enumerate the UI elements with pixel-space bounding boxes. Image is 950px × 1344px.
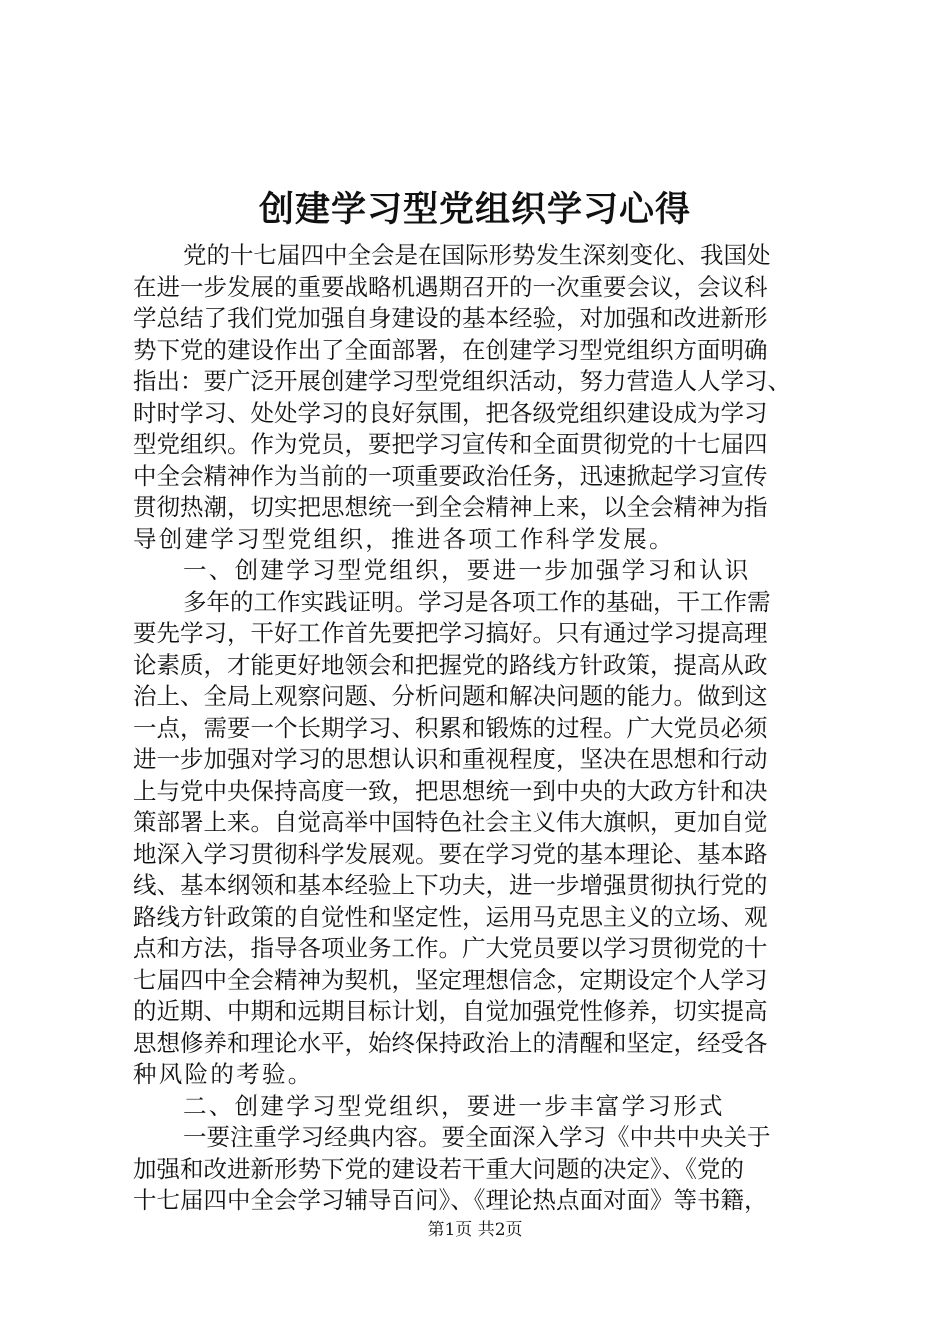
text-line: 一、创建学习型党组织，要进一步加强学习和认识 [183,556,751,584]
text-line: 进一步加强对学习的思想认识和重视程度，坚决在思想和行动 [133,745,768,773]
text-line: 要先学习，干好工作首先要把学习搞好。只有通过学习提高理 [133,619,768,647]
text-line: 势下党的建设作出了全面部署，在创建学习型党组织方面明确 [133,335,768,364]
page-title: 创建学习型党组织学习心得 [258,189,691,230]
text-line: 导创建学习型党组织，推进各项工作科学发展。 [133,524,675,553]
text-line: 二、创建学习型党组织，要进一步丰富学习形式 [183,1091,725,1120]
text-line: 在进一步发展的重要战略机遇期召开的一次重要会议，会议科 [133,272,768,301]
text-line: 七届四中全会精神为契机，坚定理想信念，定期设定个人学习 [133,965,768,994]
text-line: 十七届四中全会学习辅导百问》、《理论热点面对面》等书籍， [133,1186,768,1214]
text-line: 指出：要广泛开展创建学习型党组织活动，努力营造人人学习、 [133,367,791,395]
text-line: 地深入学习贯彻科学发展观。要在学习党的基本理论、基本路 [133,839,768,868]
text-line: 时时学习、处处学习的良好氛围，把各级党组织建设成为学习 [133,398,768,427]
page-footer: 第1页 共2页 [427,1220,523,1240]
text-line: 种风险的考验。 [133,1060,314,1088]
text-line: 策部署上来。自觉高举中国特色社会主义伟大旗帜，更加自觉 [133,808,768,836]
text-line: 治上、全局上观察问题、分析问题和解决问题的能力。做到这 [133,682,768,710]
text-line: 上与党中央保持高度一致，把思想统一到中央的大政方针和决 [133,776,768,805]
text-line: 思想修养和理论水平，始终保持政治上的清醒和坚定，经受各 [133,1028,768,1057]
text-line: 的近期、中期和远期目标计划，自觉加强党性修养，切实提高 [133,997,768,1025]
text-line: 党的十七届四中全会是在国际形势发生深刻变化、我国处 [183,241,771,269]
text-line: 贯彻热潮，切实把思想统一到全会精神上来，以全会精神为指 [133,493,768,521]
text-line: 一点，需要一个长期学习、积累和锻炼的过程。广大党员必须 [133,713,768,742]
text-line: 加强和改进新形势下党的建设若干重大问题的决定》、《党的 [133,1154,744,1183]
text-line: 线、基本纲领和基本经验上下功夫，进一步增强贯彻执行党的 [133,871,768,899]
text-line: 型党组织。作为党员，要把学习宣传和全面贯彻党的十七届四 [133,430,768,458]
text-line: 论素质，才能更好地领会和把握党的路线方针政策，提高从政 [133,650,768,679]
text-line: 中全会精神作为当前的一项重要政治任务，迅速掀起学习宣传 [133,461,768,490]
text-line: 学总结了我们党加强自身建设的基本经验，对加强和改进新形 [133,304,768,332]
document-body [133,240,833,1217]
text-line: 多年的工作实践证明。学习是各项工作的基础，干工作需 [183,587,771,616]
text-line: 路线方针政策的自觉性和坚定性，运用马克思主义的立场、观 [133,902,768,931]
text-line: 一要注重学习经典内容。要全面深入学习《中共中央关于 [183,1123,771,1151]
text-line: 点和方法，指导各项业务工作。广大党员要以学习贯彻党的十 [133,934,768,962]
